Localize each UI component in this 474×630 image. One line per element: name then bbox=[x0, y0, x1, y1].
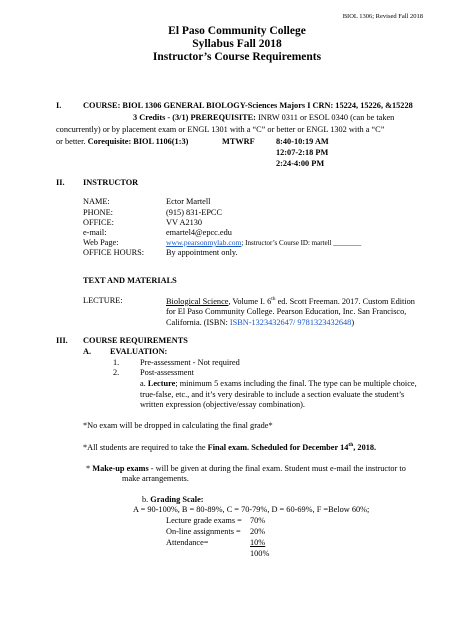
web-page-value bbox=[166, 238, 361, 247]
makeup-exams-description: - will be given at during the final exam. Student must e-mail the instructor to bbox=[148, 464, 406, 473]
makeup-exams-note bbox=[86, 464, 406, 473]
textbook-volume: , Volume I. 6 bbox=[228, 296, 272, 306]
attendance-value: 10% bbox=[250, 538, 266, 547]
class-time-3: 2:24-4:00 PM bbox=[276, 159, 325, 168]
grading-scale-line bbox=[142, 495, 204, 504]
corequisite-text: Corequisite: BIOL 1106(1:3) bbox=[87, 137, 189, 146]
lecture-grade-value: 70% bbox=[250, 516, 266, 525]
exam-drop-note: *No exam will be dropped in calculating the final grade* bbox=[83, 421, 273, 430]
prerequisite-line-2: concurrently) or by placement exam or ENGL 1301 with a “C” or better or ENGL 1302 with a “C” bbox=[56, 125, 385, 134]
isbn-number: ISBN-1323432647/ 9781323432648 bbox=[229, 318, 352, 327]
makeup-exams-label: Make-up exams bbox=[92, 464, 149, 473]
web-page-label: Web Page: bbox=[83, 238, 119, 247]
final-exam-note bbox=[83, 442, 376, 452]
online-assignments-value: 20% bbox=[250, 527, 266, 536]
prerequisite-text: INRW 0311 or ESOL 0340 (can be taken bbox=[255, 113, 395, 122]
lecture-exams-line-2: true-false, etc., and it’s very desirable to include a section evaluate the student’s bbox=[140, 390, 405, 399]
lecture-grade-label: Lecture grade exams = bbox=[166, 516, 242, 525]
textbook-line-1 bbox=[166, 296, 415, 306]
name-label: NAME: bbox=[83, 197, 110, 206]
lecture-description: ; minimum 5 exams including the final. The type can be multiple choice, bbox=[175, 379, 417, 388]
section-number-1: I. bbox=[56, 101, 62, 110]
lecture-exams-line-1 bbox=[140, 379, 417, 388]
section-number-3: III. bbox=[56, 336, 68, 345]
isbn-prefix: California. (ISBN: bbox=[166, 318, 230, 327]
course-id-text: ; Instructor’s Course ID: martell ________ bbox=[241, 239, 362, 247]
credits-label: 3 Credits - (3/1) PREREQUISITE: bbox=[133, 113, 256, 122]
lecture-label: LECTURE: bbox=[83, 296, 123, 305]
textbook-author: ed. Scott Freeman. 2017. Custom Edition bbox=[275, 296, 415, 306]
item-1-number: 1. bbox=[113, 358, 120, 367]
grading-scale: A = 90-100%, B = 80-89%, C = 70-79%, D = 60-69%, F =Below 60%; bbox=[133, 505, 370, 514]
class-days: MTWRF bbox=[222, 137, 255, 146]
evaluation-heading: EVALUATION: bbox=[110, 347, 168, 356]
section-number-2: II. bbox=[56, 178, 65, 187]
textbook-line-2: for El Paso Community College. Pearson Education, Inc. San Francisco, bbox=[166, 307, 407, 316]
item-2-number: 2. bbox=[113, 368, 120, 377]
college-title: El Paso Community College bbox=[168, 25, 306, 37]
grading-scale-heading: Grading Scale: bbox=[150, 495, 204, 504]
office-hours-value: By appointment only. bbox=[166, 248, 238, 257]
syllabus-title: Syllabus Fall 2018 bbox=[192, 38, 282, 50]
credits-line bbox=[133, 113, 394, 122]
edition-superscript: th bbox=[271, 296, 276, 302]
prerequisite-end: or better. bbox=[56, 137, 88, 146]
email-label: e-mail: bbox=[83, 228, 107, 237]
online-assignments-label: On-line assignments = bbox=[166, 527, 241, 536]
grading-prefix: b. bbox=[142, 495, 151, 504]
phone-label: PHONE: bbox=[83, 208, 113, 217]
email-value: emartel4@epcc.edu bbox=[166, 228, 232, 237]
final-exam-superscript: th bbox=[348, 442, 354, 448]
office-value: VV A2130 bbox=[166, 218, 203, 227]
corequisite-line bbox=[56, 137, 188, 146]
final-exam-date: Final exam. Scheduled for December 14 bbox=[207, 442, 349, 452]
isbn-suffix: ) bbox=[351, 318, 355, 327]
document-title: Instructor’s Course Requirements bbox=[152, 51, 322, 63]
course-requirements-heading: COURSE REQUIREMENTS bbox=[83, 336, 188, 345]
pre-assessment: Pre-assessment - Not required bbox=[140, 358, 240, 367]
text-materials-heading: TEXT AND MATERIALS bbox=[83, 276, 177, 285]
textbook-title: Biological Science bbox=[166, 296, 229, 306]
makeup-exams-line-2: make arrangements. bbox=[122, 474, 189, 483]
lecture-prefix: a. bbox=[140, 379, 148, 388]
phone-value: (915) 831-EPCC bbox=[166, 208, 223, 217]
final-exam-note-start: *All students are required to take the bbox=[83, 442, 208, 452]
course-line: COURSE: BIOL 1306 GENERAL BIOLOGY-Sciences Majors I CRN: 15224, 15226, &15228 bbox=[83, 101, 413, 110]
name-value: Ector Martell bbox=[166, 197, 211, 206]
subsection-a-label: A. bbox=[83, 347, 92, 356]
lecture-label-bold: Lecture bbox=[147, 379, 176, 388]
textbook-line-3 bbox=[166, 318, 354, 327]
grade-total: 100% bbox=[250, 549, 270, 558]
class-time-2: 12:07-2:18 PM bbox=[276, 148, 329, 157]
final-exam-year: , 2018. bbox=[353, 442, 377, 452]
office-hours-label: OFFICE HOURS: bbox=[83, 248, 145, 257]
web-page-link[interactable]: www.pearsonmylab.com bbox=[166, 238, 242, 247]
office-label: OFFICE: bbox=[83, 218, 114, 227]
class-time-1: 8:40-10:19 AM bbox=[276, 137, 329, 146]
revision-note: BIOL 1306; Revised Fall 2018 bbox=[342, 13, 423, 20]
lecture-exams-line-3: written expression (objective/essay combination). bbox=[140, 400, 305, 409]
post-assessment: Post-assessment bbox=[140, 368, 194, 377]
attendance-label: Attendance= bbox=[166, 538, 209, 547]
instructor-heading: INSTRUCTOR bbox=[83, 178, 139, 187]
makeup-star: * bbox=[86, 464, 93, 473]
